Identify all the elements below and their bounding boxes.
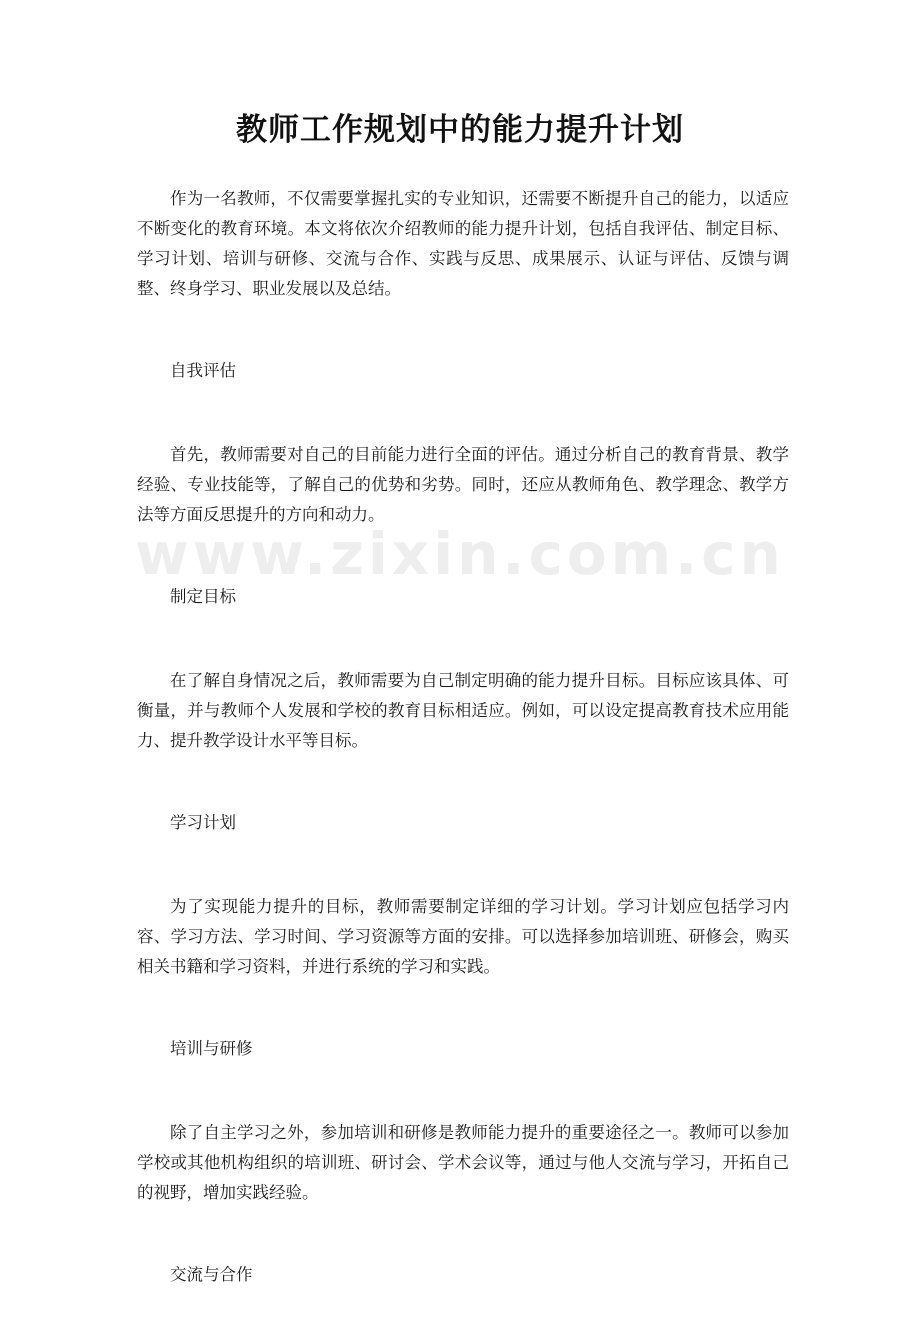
watermark: www.zixin.com.cn (135, 520, 785, 588)
document-body (137, 184, 789, 1344)
study-plan-paragraph: 为了实现能力提升的目标，教师需要制定详细的学习计划。学习计划应包括学习内容、学习方法、学习时间、学习资源等方面的安排。可以选择参加培训班、研修会，购买相关书籍和学习资料，并进行系统的学习和实践。 (137, 897, 789, 976)
section-heading-set-goals: 制定目标 (170, 587, 236, 606)
section-heading-communication: 交流与合作 (170, 1265, 253, 1284)
set-goals-paragraph: 在了解自身情况之后，教师需要为自己制定明确的能力提升目标。目标应该具体、可衡量，并与教师个人发展和学校的教育目标相适应。例如，可以设定提高教育技术应用能力、提升教学设计水平等目标。 (137, 671, 789, 750)
intro-paragraph: 作为一名教师，不仅需要掌握扎实的专业知识，还需要不断提升自己的能力，以适应不断变化的教育环境。本文将依次介绍教师的能力提升计划，包括自我评估、制定目标、学习计划、培训与研修、交流与合作、实践与反思、成果展示、认证与评估、反馈与调整、终身学习、职业发展以及总结。 (137, 189, 789, 298)
self-assessment-paragraph: 首先，教师需要对自己的目前能力进行全面的评估。通过分析自己的教育背景、教学经验、专业技能等，了解自己的优势和劣势。同时，还应从教师角色、教学理念、教学方法等方面反思提升的方向和动力。 (137, 445, 789, 524)
section-heading-study-plan: 学习计划 (170, 813, 236, 832)
section-heading-self-assessment: 自我评估 (170, 361, 236, 380)
section-heading-training: 培训与研修 (170, 1039, 253, 1058)
document-title: 教师工作规划中的能力提升计划 (236, 112, 684, 148)
training-paragraph: 除了自主学习之外，参加培训和研修是教师能力提升的重要途径之一。教师可以参加学校或其他机构组织的培训班、研讨会、学术会议等，通过与他人交流与学习，开拓自己的视野，增加实践经验。 (137, 1123, 789, 1202)
